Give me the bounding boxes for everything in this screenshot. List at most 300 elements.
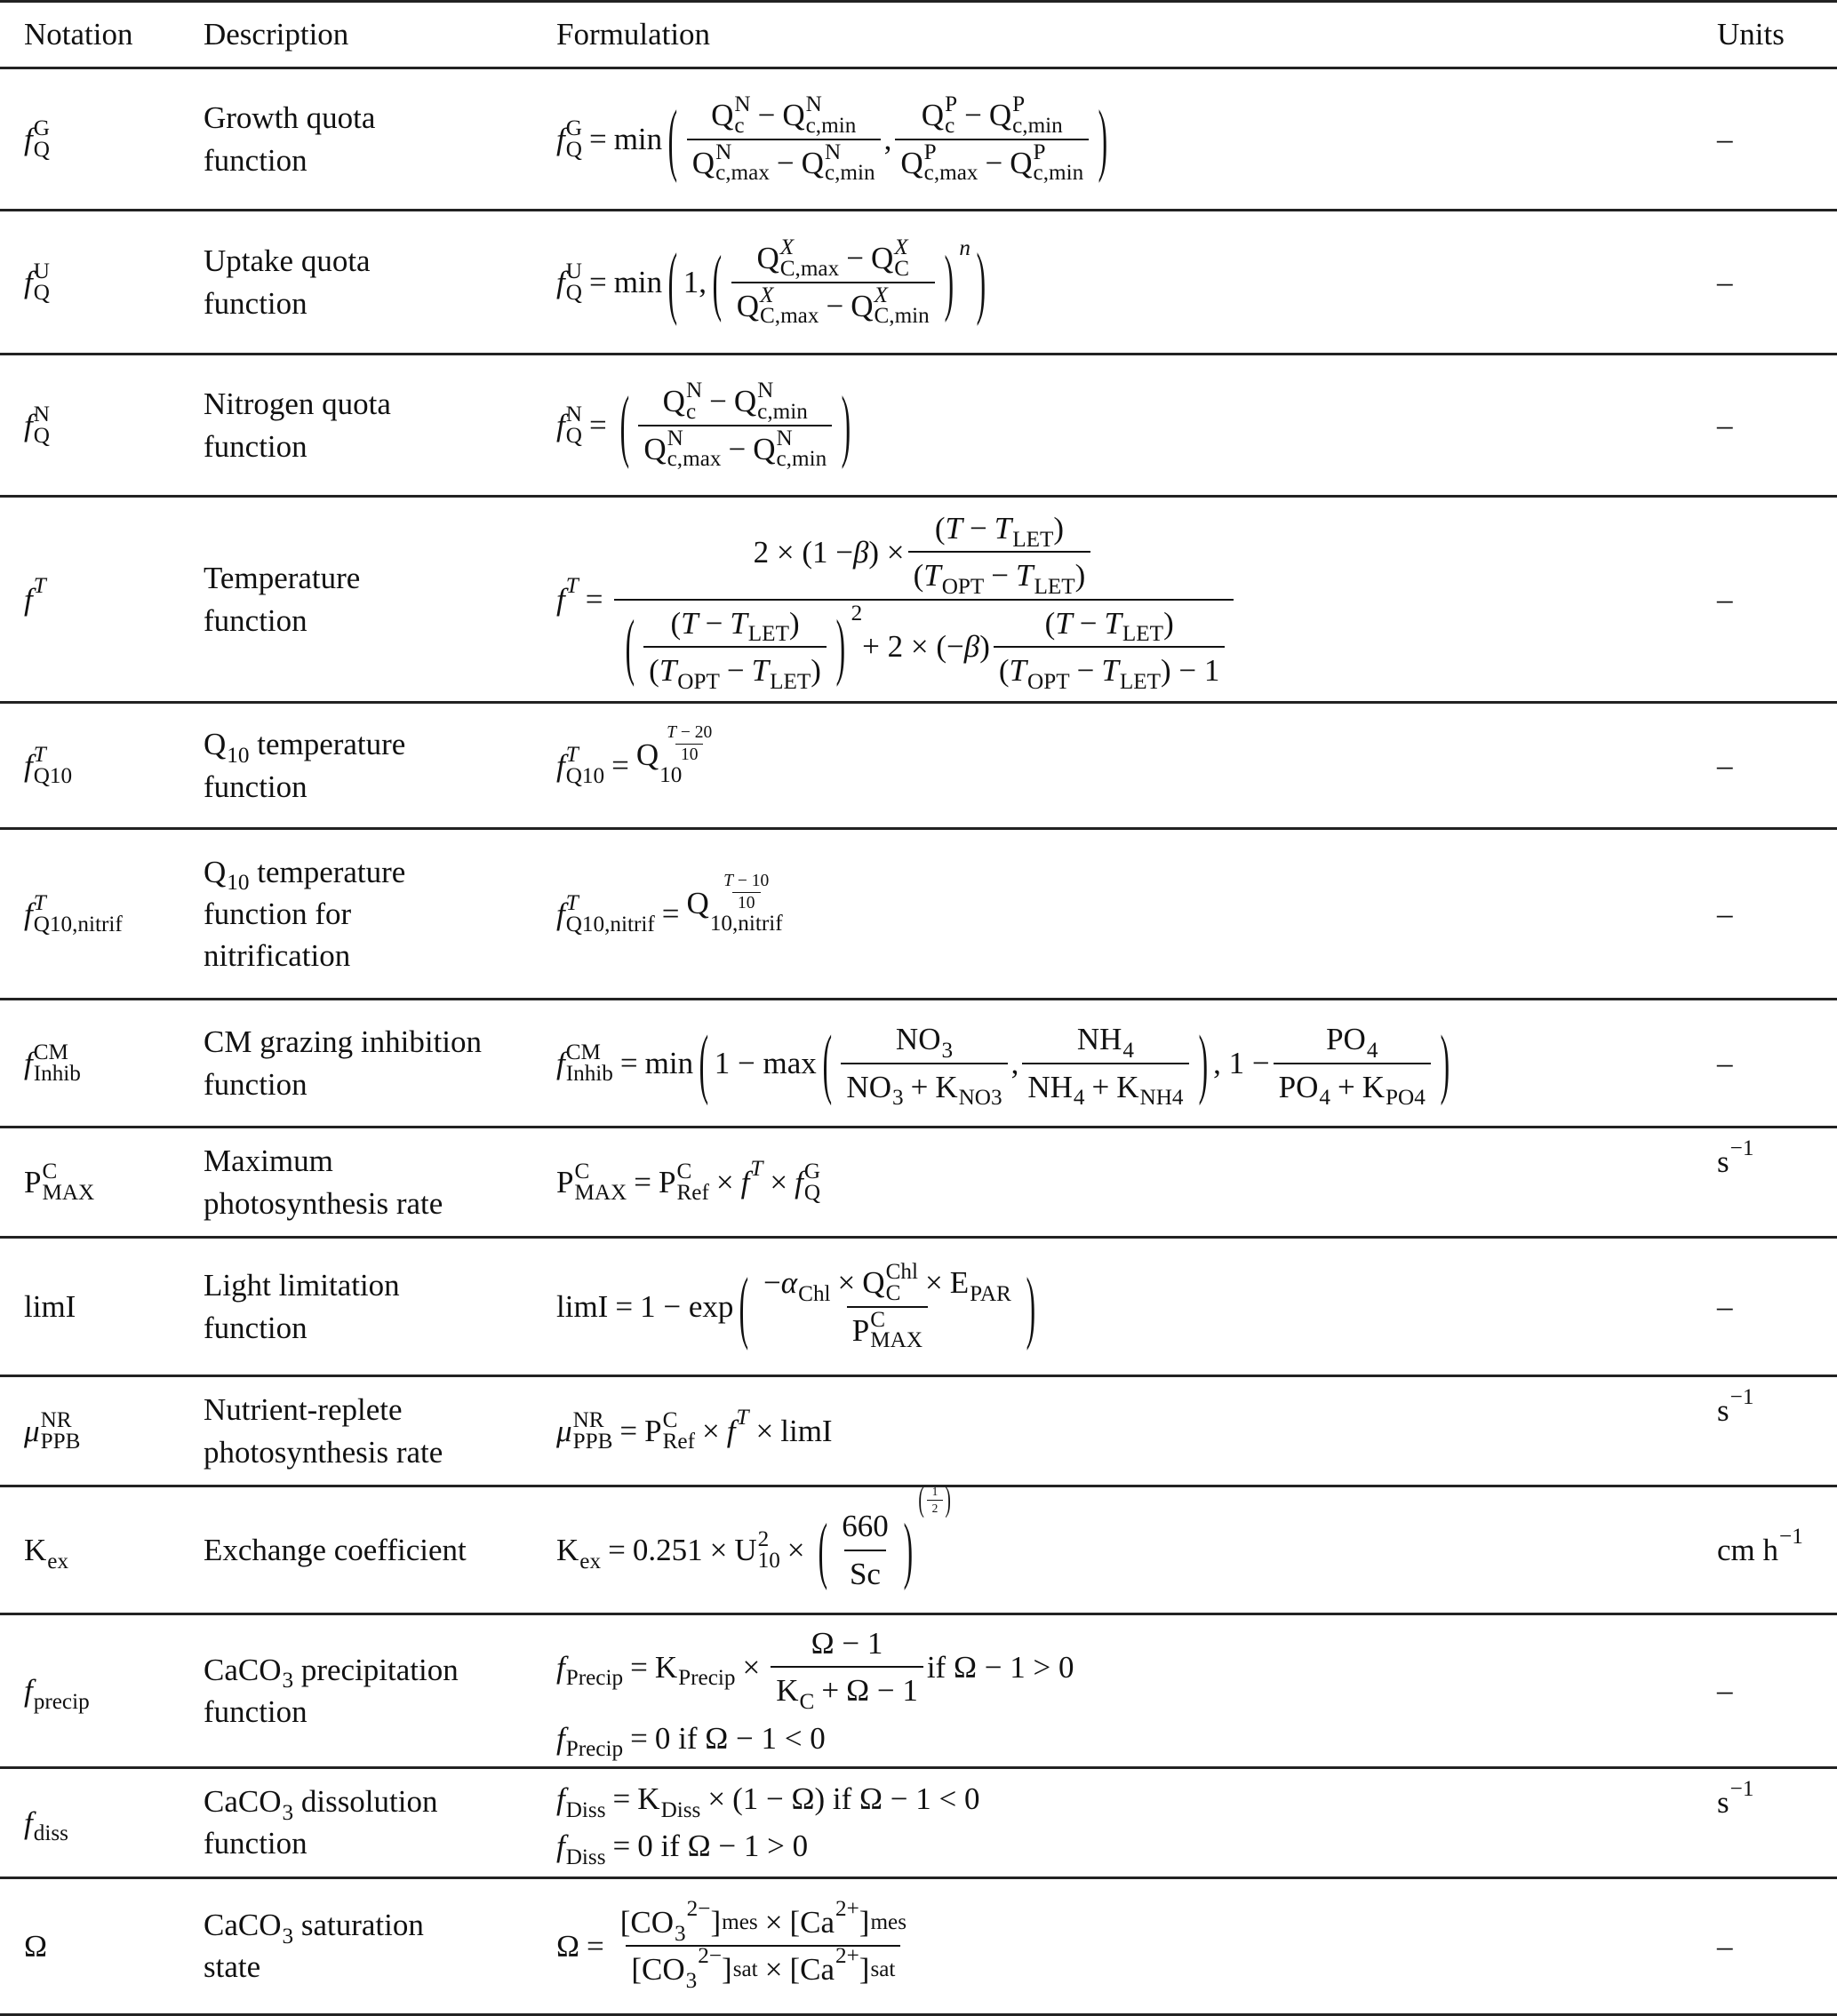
math-base: Q bbox=[801, 145, 824, 180]
math-subscript: 3 bbox=[941, 1039, 954, 1064]
math-subscripted bbox=[935, 1066, 1002, 1111]
math-sub-sup bbox=[556, 1407, 613, 1454]
math-group bbox=[556, 1405, 833, 1454]
math-base: T bbox=[751, 652, 770, 688]
notation-cell bbox=[0, 1614, 180, 1768]
math-numerator bbox=[758, 1259, 1017, 1306]
math-superscript: C bbox=[662, 1407, 678, 1432]
math-text: − 10 bbox=[733, 871, 770, 890]
math-operator: × bbox=[764, 1952, 783, 1988]
math-group bbox=[556, 237, 992, 328]
math-sub-sup bbox=[24, 404, 50, 447]
math-text: 1 − exp bbox=[640, 1288, 734, 1324]
math-sub-sup bbox=[756, 237, 839, 280]
math-parentheses bbox=[817, 1018, 1213, 1111]
math-subscript: 4 bbox=[1073, 1086, 1085, 1111]
math-operator: − bbox=[969, 511, 987, 546]
math-text: (1 − Ω) if Ω − 1 < 0 bbox=[732, 1781, 980, 1816]
math-superscript: T bbox=[750, 1156, 763, 1181]
math-group bbox=[934, 507, 1065, 552]
description-text: Exchange coefficient bbox=[204, 1532, 467, 1567]
units-cell bbox=[1697, 1877, 1837, 2014]
math-subscripted bbox=[1362, 1066, 1426, 1111]
math-text: ( bbox=[1044, 605, 1056, 641]
math-group bbox=[556, 507, 1237, 694]
math-exponent-fraction bbox=[661, 724, 717, 765]
table-row bbox=[0, 829, 1837, 1000]
math-species bbox=[642, 1944, 723, 1994]
math-superscripted bbox=[740, 1156, 763, 1203]
formulation-cell bbox=[535, 68, 1697, 211]
math-group bbox=[895, 1018, 954, 1064]
math-sub-sup bbox=[691, 139, 770, 186]
math-subscripted bbox=[776, 1669, 815, 1715]
math-fraction bbox=[731, 237, 935, 328]
header-units: Units bbox=[1697, 2, 1837, 68]
math-subscript: Diss bbox=[565, 1845, 606, 1870]
math-sub-sup bbox=[782, 94, 856, 137]
right-paren: ) bbox=[944, 240, 954, 324]
math-superscript: X bbox=[894, 235, 908, 259]
description-text: Temperature function bbox=[204, 561, 361, 638]
math-subscript: c,min bbox=[805, 113, 857, 138]
subscript: 3 bbox=[282, 1924, 294, 1948]
math-subscript: C,min bbox=[874, 304, 930, 329]
left-bracket: [ bbox=[789, 1905, 801, 1940]
notation-cell bbox=[0, 68, 180, 211]
math-subscripted bbox=[1076, 1018, 1134, 1064]
math-denominator bbox=[687, 139, 881, 185]
header-formulation: Formulation bbox=[535, 2, 1697, 68]
subscript: 10 bbox=[227, 871, 250, 896]
math-script-stack bbox=[734, 94, 750, 137]
math-script-stack bbox=[42, 1161, 94, 1204]
right-paren: ) bbox=[976, 236, 986, 328]
math-superscript: C bbox=[676, 1159, 692, 1183]
math-concentration: [ $CO_3^{2-}$ ] sat bbox=[631, 1944, 758, 1994]
math-parentheses bbox=[662, 94, 1114, 185]
math-denominator bbox=[626, 1944, 900, 1994]
math-subscripted bbox=[846, 1066, 904, 1111]
description-cell bbox=[180, 1128, 535, 1238]
math-base: f bbox=[24, 1805, 33, 1840]
formulation-cell bbox=[535, 1376, 1697, 1486]
math-base: f bbox=[556, 1045, 565, 1080]
description-cell bbox=[180, 68, 535, 211]
math-script-stack bbox=[1012, 94, 1063, 137]
math-base: T bbox=[1104, 605, 1122, 641]
table-header-row bbox=[0, 2, 1837, 68]
math-operator: + bbox=[821, 1673, 840, 1709]
math-base: f bbox=[556, 121, 565, 156]
description-text: Uptake quota function bbox=[204, 243, 371, 321]
math-group bbox=[753, 507, 1095, 600]
table-row bbox=[0, 1376, 1837, 1486]
description-text: CaCO$_3$ saturation state bbox=[204, 1908, 424, 1985]
math-denominator bbox=[844, 1550, 886, 1595]
math-concentration: [ $Ca^{2+}$ ] mes bbox=[789, 1901, 907, 1943]
math-base: T bbox=[730, 605, 747, 641]
math-sub-sup bbox=[734, 380, 808, 423]
math-text: Ω bbox=[24, 1928, 48, 1964]
math-base: Q bbox=[870, 240, 894, 275]
math-subscript: Q bbox=[803, 1180, 821, 1205]
math-operator: = bbox=[585, 581, 603, 617]
math-subscripted bbox=[780, 1262, 831, 1306]
math-subscripted bbox=[1326, 1018, 1378, 1064]
math-base: f bbox=[556, 1781, 565, 1816]
right-paren: ) bbox=[841, 379, 851, 471]
math-operator: = bbox=[612, 1781, 631, 1816]
math-denominator bbox=[895, 139, 1089, 185]
math-base: Ca bbox=[800, 1952, 835, 1988]
math-denominator: 2 bbox=[927, 1500, 944, 1515]
math-subscript: c,min bbox=[1033, 161, 1084, 186]
math-superscript: N bbox=[805, 92, 822, 116]
math-superscript: T bbox=[736, 1405, 749, 1430]
formulation-cell bbox=[535, 1480, 1697, 1614]
math-superscript: 2 bbox=[851, 601, 863, 626]
math-superscript: T bbox=[565, 890, 579, 915]
math-fraction bbox=[771, 1622, 923, 1715]
math-subscript: 3 bbox=[675, 1921, 686, 1946]
description-cell bbox=[180, 1376, 535, 1486]
math-superscript: N bbox=[667, 426, 683, 450]
math-text: ) bbox=[1163, 605, 1174, 641]
math-subscript: PPB bbox=[572, 1429, 613, 1454]
math-group bbox=[649, 649, 821, 694]
left-paren: ( bbox=[699, 1019, 709, 1107]
units-value: – bbox=[1717, 896, 1733, 931]
math-subscript: c,min bbox=[824, 161, 875, 186]
math-fraction bbox=[836, 1505, 894, 1595]
math-subscript: Q bbox=[33, 423, 50, 448]
left-paren: ( bbox=[619, 379, 629, 471]
math-operator: × bbox=[742, 1649, 761, 1685]
math-superscripted bbox=[556, 573, 579, 620]
math-numerator bbox=[836, 1505, 894, 1549]
units-cell bbox=[1697, 1128, 1837, 1238]
math-subscript: OPT bbox=[1027, 669, 1070, 694]
notation-cell bbox=[0, 703, 180, 829]
table-row bbox=[0, 1614, 1837, 1768]
math-operator: × bbox=[755, 1413, 774, 1448]
right-bracket: ] bbox=[859, 1952, 870, 1988]
description-cell bbox=[180, 355, 535, 497]
math-base: Ca bbox=[800, 1905, 835, 1940]
math-subscript: 10,nitrif bbox=[709, 911, 783, 936]
math-numerator bbox=[665, 602, 804, 646]
math-base: Q bbox=[753, 431, 776, 466]
math-base: P bbox=[659, 1164, 676, 1199]
math-superscript: Chl bbox=[885, 1259, 918, 1284]
math-operator: − bbox=[964, 97, 982, 132]
math-operator: × bbox=[924, 1264, 943, 1300]
math-script-stack bbox=[777, 428, 827, 471]
math-base: U bbox=[734, 1532, 757, 1567]
math-superscript: N bbox=[33, 402, 50, 426]
math-base: P bbox=[24, 1164, 42, 1199]
notation-cell bbox=[0, 1767, 180, 1877]
math-denominator bbox=[841, 1063, 1007, 1111]
math-operator: = bbox=[619, 1413, 638, 1448]
units-cell bbox=[1697, 1767, 1837, 1877]
math-group bbox=[643, 428, 827, 471]
math-base: f bbox=[24, 121, 33, 156]
math-numerator bbox=[661, 724, 717, 745]
math-subscripted bbox=[556, 1778, 606, 1820]
math-fraction bbox=[841, 1018, 1007, 1111]
math-parentheses bbox=[662, 237, 992, 328]
math-base: Q bbox=[862, 1264, 885, 1300]
math-text: min bbox=[613, 121, 663, 156]
math-denominator bbox=[847, 1306, 928, 1352]
math-subscript: LET bbox=[770, 669, 811, 694]
math-base: f bbox=[556, 747, 565, 783]
units-value bbox=[1717, 1136, 1754, 1179]
math-group bbox=[913, 554, 1086, 600]
math-base: Q bbox=[736, 288, 759, 323]
math-group bbox=[683, 237, 970, 328]
math-sub-sup bbox=[24, 1042, 81, 1085]
math-base: α bbox=[780, 1264, 798, 1300]
math-base: f bbox=[24, 1673, 33, 1709]
table-row bbox=[0, 1486, 1837, 1614]
math-group bbox=[640, 602, 830, 692]
math-operator: = bbox=[630, 1720, 648, 1756]
math-group bbox=[1076, 1018, 1134, 1064]
units-base: s bbox=[1717, 1393, 1729, 1428]
math-exponent-fraction bbox=[712, 873, 781, 913]
math-sub-sup bbox=[737, 285, 819, 328]
units-exponent: −1 bbox=[1729, 1136, 1754, 1161]
table-row bbox=[0, 211, 1837, 355]
math-group bbox=[556, 1825, 1697, 1870]
math-operator: × bbox=[787, 1532, 805, 1567]
formula-lines bbox=[556, 1771, 1697, 1875]
math-numerator bbox=[1321, 1018, 1383, 1062]
math-script-stack bbox=[33, 742, 73, 788]
math-group bbox=[850, 1553, 881, 1595]
description-cell bbox=[180, 1238, 535, 1376]
math-text: ) bbox=[979, 629, 990, 665]
math-operator: = bbox=[608, 1532, 626, 1567]
math-operator: × bbox=[715, 1164, 734, 1199]
description-text: CaCO$_3$ precipitation function bbox=[204, 1652, 459, 1729]
right-paren: ) bbox=[1440, 1019, 1450, 1107]
math-group bbox=[663, 380, 808, 423]
math-base: K bbox=[935, 1069, 958, 1104]
math-subscript: Q bbox=[565, 137, 582, 162]
math-text: ) − 1 bbox=[1161, 652, 1220, 688]
math-script-stack bbox=[565, 890, 655, 936]
math-operator: = bbox=[588, 407, 607, 442]
notation-cell bbox=[0, 1376, 180, 1486]
math-group bbox=[556, 1778, 1697, 1820]
math-text: min bbox=[644, 1045, 694, 1080]
math-text: T bbox=[681, 605, 699, 641]
math-subscript: Q10 bbox=[33, 763, 73, 788]
math-text: Ω − 1 bbox=[811, 1626, 883, 1661]
math-script-stack bbox=[566, 1042, 613, 1085]
math-sub-sup bbox=[556, 1161, 627, 1204]
math-base: f bbox=[740, 1164, 750, 1199]
math-subscript: C bbox=[894, 256, 910, 281]
math-group bbox=[556, 1897, 915, 1994]
math-superscript: T bbox=[33, 742, 46, 767]
math-base: f bbox=[24, 581, 33, 617]
formulation-cell bbox=[535, 1614, 1697, 1768]
description-text: CM grazing inhibition function bbox=[204, 1024, 483, 1102]
math-fraction bbox=[615, 1897, 912, 1994]
table-row bbox=[0, 1238, 1837, 1376]
math-subscripted bbox=[1009, 649, 1070, 694]
description-cell bbox=[180, 497, 535, 703]
math-script-stack bbox=[566, 404, 582, 447]
formulation-cell bbox=[535, 1128, 1697, 1238]
math-operator: × bbox=[770, 1164, 788, 1199]
units-value bbox=[1717, 1385, 1754, 1428]
math-operator: − bbox=[985, 145, 1003, 180]
math-denominator bbox=[731, 282, 935, 328]
math-subscript: Inhib bbox=[565, 1061, 613, 1086]
math-subscripted bbox=[556, 1646, 624, 1691]
math-sub-sup bbox=[663, 380, 702, 423]
units-exponent: −1 bbox=[1729, 1385, 1754, 1410]
math-sub-sup bbox=[24, 1407, 81, 1454]
math-text: ( bbox=[913, 558, 924, 594]
math-text: , bbox=[883, 121, 892, 156]
math-subscripted bbox=[994, 507, 1054, 552]
math-script-stack bbox=[945, 94, 957, 137]
math-subscripted bbox=[1027, 1066, 1085, 1111]
math-numerator bbox=[930, 507, 1069, 551]
math-base: CO bbox=[642, 1952, 685, 1988]
math-fraction bbox=[1274, 1018, 1431, 1111]
math-superscript: NR bbox=[572, 1407, 604, 1432]
math-sub-sup bbox=[862, 1259, 918, 1305]
math-text: + 2 × (− bbox=[862, 629, 964, 665]
math-sub-sup bbox=[659, 1161, 709, 1204]
math-text: − bbox=[763, 1264, 781, 1300]
math-superscript: N bbox=[715, 139, 732, 164]
math-sub-sup bbox=[900, 139, 978, 186]
math-group bbox=[811, 1622, 883, 1664]
math-group bbox=[1044, 602, 1174, 647]
math-base: T bbox=[1016, 558, 1034, 594]
description-text: $Q_{10}$ temperature function bbox=[204, 727, 406, 804]
units-cell bbox=[1697, 703, 1837, 829]
math-group bbox=[755, 1259, 1020, 1353]
math-subscript: Q10,nitrif bbox=[565, 912, 655, 936]
math-text: 0 if Ω − 1 > 0 bbox=[637, 1829, 809, 1864]
math-script-stack bbox=[757, 380, 808, 423]
math-base: K bbox=[556, 1532, 579, 1567]
formulation-cell bbox=[535, 1238, 1697, 1376]
math-superscript: X bbox=[779, 235, 795, 259]
math-operator: = bbox=[611, 747, 629, 783]
units-cell bbox=[1697, 1486, 1837, 1614]
units-cell bbox=[1697, 355, 1837, 497]
math-script-stack bbox=[34, 118, 50, 161]
math-variable: T bbox=[667, 722, 677, 742]
math-script-stack bbox=[894, 237, 909, 280]
math-sub-sup bbox=[711, 94, 750, 137]
math-group bbox=[714, 1018, 1434, 1111]
math-subscripted bbox=[751, 649, 811, 694]
math-superscript: P bbox=[923, 139, 937, 164]
math-power bbox=[687, 873, 783, 935]
math-species bbox=[800, 1944, 859, 1990]
math-superscript: G bbox=[803, 1159, 821, 1183]
subscript: 3 bbox=[282, 1669, 294, 1693]
math-script-stack bbox=[662, 1407, 695, 1454]
math-base: f bbox=[726, 1413, 736, 1448]
math-subscripted bbox=[556, 1825, 606, 1870]
math-group bbox=[691, 139, 875, 186]
math-subscripted bbox=[949, 1262, 1011, 1306]
math-sub-sup bbox=[24, 890, 123, 936]
math-numerator bbox=[658, 380, 813, 425]
math-subscript: 10 bbox=[757, 1548, 780, 1573]
math-parentheses bbox=[614, 380, 857, 471]
table-row bbox=[0, 68, 1837, 211]
math-base: Q bbox=[921, 97, 945, 132]
math-base: f bbox=[556, 581, 565, 617]
units-value: – bbox=[1717, 1045, 1733, 1080]
math-superscript: N bbox=[734, 92, 751, 116]
math-denominator: 10 bbox=[732, 892, 761, 913]
left-bracket: [ bbox=[789, 1952, 801, 1988]
math-text: limI bbox=[780, 1413, 833, 1448]
math-script-stack bbox=[710, 873, 783, 935]
math-base: T bbox=[1009, 652, 1027, 688]
math-script-stack bbox=[870, 1307, 923, 1353]
math-sub-sup bbox=[556, 742, 605, 788]
right-paren: ) bbox=[1198, 1019, 1208, 1107]
description-cell bbox=[180, 1000, 535, 1128]
math-base: K bbox=[1116, 1069, 1139, 1104]
math-superscript: N bbox=[685, 378, 703, 402]
math-operator: − bbox=[846, 240, 864, 275]
math-base: Q bbox=[691, 145, 715, 180]
math-group bbox=[631, 1944, 896, 1994]
math-base: Q bbox=[851, 288, 874, 323]
math-denominator bbox=[643, 646, 827, 694]
units-value bbox=[1717, 1776, 1754, 1820]
math-operator: + bbox=[1338, 1069, 1355, 1104]
math-operator: = bbox=[612, 1829, 631, 1864]
math-subscripted bbox=[556, 1529, 602, 1574]
math-superscript: U bbox=[33, 259, 50, 283]
math-operator: + bbox=[1091, 1069, 1110, 1104]
math-group bbox=[776, 1669, 918, 1715]
math-subscript: Ref bbox=[676, 1180, 709, 1205]
math-sub-sup bbox=[24, 261, 50, 304]
math-operator: − bbox=[826, 288, 844, 323]
left-paren: ( bbox=[712, 240, 723, 324]
math-superscript: X bbox=[874, 283, 888, 307]
right-bracket: ] bbox=[859, 1905, 870, 1940]
left-paren: ( bbox=[739, 1261, 749, 1352]
math-subscript: c bbox=[685, 399, 697, 424]
math-text: ( bbox=[649, 652, 659, 688]
math-subscript: 3 bbox=[685, 1969, 698, 1994]
math-group bbox=[922, 94, 1063, 137]
math-operator: = bbox=[587, 1928, 604, 1964]
right-bracket: ] bbox=[722, 1952, 732, 1988]
math-operator: = bbox=[619, 1045, 638, 1080]
